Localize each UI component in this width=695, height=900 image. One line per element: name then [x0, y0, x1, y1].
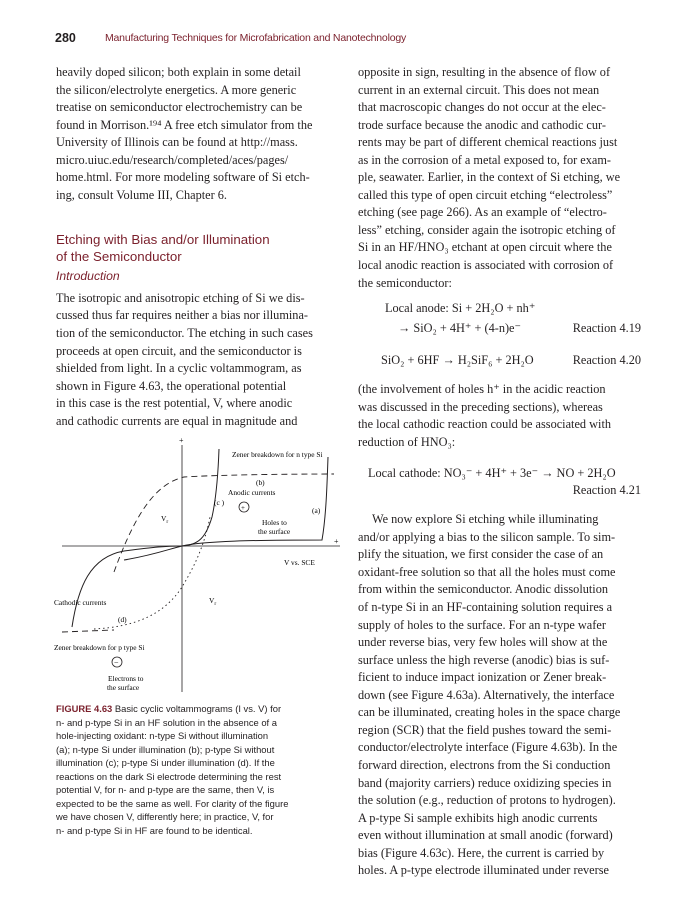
right-para-3	[358, 511, 641, 879]
reaction-label: Reaction 4.19	[572, 321, 641, 336]
text-line: the semiconductor:	[358, 275, 452, 290]
reaction-label: Reaction 4.20	[572, 353, 641, 368]
reaction-4-20	[358, 352, 641, 369]
text-line: can be illuminated, creating holes in the space charge	[358, 705, 621, 720]
text-line: tion of the semiconductor. The etching in such cases	[56, 326, 313, 341]
text-line: even without illumination at small anodic (forward)	[358, 828, 613, 843]
holes-line1: Holes to	[262, 518, 287, 527]
text-line: The isotropic and anisotropic etching of Si we dis-	[56, 290, 305, 305]
text-line: the local cathodic reaction could be associated with	[358, 417, 612, 432]
text-line: We now explore Si etching while illuminating	[372, 512, 599, 527]
zener-p-label: Zener breakdown for p type Si	[54, 643, 145, 652]
text-line: bias (Figure 4.63c). Here, the current is carried by	[358, 845, 605, 860]
left-para-1	[56, 64, 336, 204]
plus-sign: +	[241, 504, 245, 512]
text-line: under reverse bias, very few holes will show at the	[358, 635, 608, 650]
text-line: that macroscopic changes do not occur at the elec-	[358, 100, 606, 115]
heading-line: Etching with Bias and/or Illumination	[56, 232, 270, 248]
text-line: from within the semiconductor. Anodic dissolution	[358, 582, 609, 597]
v-vs-sce-label: V vs. SCE	[284, 558, 315, 567]
text-line: ficient to induce impact ionization or Zener break-	[358, 670, 607, 685]
running-header	[55, 31, 655, 47]
page-number: 280	[55, 31, 76, 45]
text-line: etching (see page 266). As an example of “electro-	[358, 205, 607, 220]
reaction-label: Reaction 4.21	[572, 483, 641, 498]
holes-line2: the surface	[258, 527, 291, 536]
caption-line: n- and p-type Si in HF are found to be identical.	[56, 824, 253, 836]
caption-label: FIGURE 4.63	[56, 703, 113, 714]
axis-plus-right: +	[334, 537, 339, 546]
vr-top-label: $V_r$	[161, 514, 169, 525]
text-line: A p-type Si sample exhibits high anodic currents	[358, 810, 598, 825]
text-line: the silicon/electrolyte energetics. A more generic	[56, 82, 297, 97]
right-para-2	[358, 381, 641, 451]
label-d: (d)	[118, 615, 127, 624]
text-line: shown in Figure 4.63, the operational potential	[56, 378, 287, 393]
text-line: called this type of open circuit etching “electroless”	[358, 187, 613, 202]
reaction-equation: SiO₂ + 6HF → H₂SiF₆ + 2H₂O	[381, 353, 534, 368]
text-line: shielded from light. In a cyclic voltammogram, as	[56, 361, 302, 376]
text-line: trode surface because the anodic and cathodic cur-	[358, 117, 606, 132]
subheading: Introduction	[56, 269, 120, 284]
reaction-4-21-label-row	[358, 482, 641, 499]
text-line: in this case is the rest potential, V, where anodic	[56, 396, 293, 411]
text-line: current in an external circuit. This does not mean	[358, 82, 600, 97]
caption-line: hole-injecting oxidant: n-type Si without illumination	[56, 730, 269, 741]
reaction-equation: Local cathode: NO₃⁻ + 4H⁺ + 3e⁻ → NO + 2H₂O	[368, 466, 616, 481]
left-para-2	[56, 290, 336, 430]
text-line: and/or applying a bias to the silicon sample. To sim-	[358, 529, 616, 544]
text-line: ple, seawater. Earlier, in the context of Si etching, we	[358, 170, 621, 185]
text-line: cussed thus far requires neither a bias nor illumina-	[56, 308, 309, 323]
text-line: down (see Figure 4.63a). Alternatively, the interface	[358, 687, 615, 702]
text-line: of n-type Si in an HF-containing solution requires a	[358, 600, 613, 615]
label-a: (a)	[312, 506, 321, 515]
caption-line: potential V, for n- and p-type are the same, then V, is	[56, 784, 275, 795]
curve-d-tail	[62, 630, 114, 632]
reaction-4-21	[358, 465, 641, 482]
reaction-4-19-line2	[358, 320, 641, 337]
text-line: ing, consult Volume III, Chapter 6.	[56, 187, 227, 202]
curve-d	[94, 517, 210, 629]
cathodic-label: Cathodic currents	[54, 598, 107, 607]
electrons-line2: the surface	[107, 683, 140, 692]
text-line: rents may be part of different chemical reactions just	[358, 135, 618, 150]
section-heading	[56, 231, 336, 265]
text-line: Si in an HF/HNO₃ etchant at open circuit where the	[358, 240, 612, 255]
text-line: reduction of HNO₃:	[358, 434, 456, 449]
right-column	[358, 64, 641, 880]
caption-line: n- and p-type Si in an HF solution in the absence of a	[56, 716, 277, 728]
left-column	[56, 64, 336, 430]
voltammogram-diagram	[54, 437, 344, 697]
text-line: University of Illinois can be found at http://mass.	[56, 135, 298, 150]
vr-bottom-label: $V_r$	[209, 596, 217, 607]
text-line: region (SCR) that the field pushes toward the semi-	[358, 722, 612, 737]
text-line: band (majority carriers) reduce oxidizing species in	[358, 775, 612, 790]
electrons-line1: Electrons to	[108, 674, 144, 683]
text-line: local anodic reaction is associated with corrosion of	[358, 258, 614, 273]
text-line: home.html. For more modeling software of Si etch-	[56, 170, 310, 185]
text-line: micro.uiuc.edu/research/completed/aces/pages/	[56, 152, 289, 167]
caption-line: we have chosen V, differently here; in practice, V, for	[56, 811, 274, 822]
text-line: supply of holes to the surface. For an n-type wafer	[358, 617, 606, 632]
minus-sign: −	[114, 658, 119, 667]
figure-4-63	[54, 437, 344, 697]
anodic-label: Anodic currents	[228, 488, 276, 497]
text-line: the solution (e.g., reduction of protons to hydrogen).	[358, 793, 616, 808]
text-line: treatise on semiconductor electrochemistry can be	[56, 100, 303, 115]
right-para-1	[358, 64, 641, 292]
reaction-equation: Local anode: Si + 2H₂O + nh⁺	[385, 301, 536, 316]
curve-a	[124, 457, 328, 560]
text-line: holes. A p-type electrode illuminated under reverse	[358, 863, 609, 878]
axis-plus-top: +	[179, 437, 184, 445]
text-line: forward direction, electrons from the Si conduction	[358, 757, 611, 772]
caption-line: (a); n-type Si under illumination (b); p-type Si without	[56, 743, 275, 755]
heading-line: of the Semiconductor	[56, 249, 182, 265]
text-line: as in the corrosion of a metal exposed to, for exam-	[358, 152, 612, 167]
label-b: (b)	[256, 478, 265, 487]
caption-line: reactions on the dark Si electrode determining the rest	[56, 770, 282, 782]
label-c: (c )	[214, 498, 225, 507]
text-line: was discussed in the preceding sections), whereas	[358, 399, 603, 414]
text-line: heavily doped silicon; both explain in some detail	[56, 65, 301, 79]
text-line: surface unless the high reverse (anodic) bias is suf-	[358, 652, 610, 667]
text-line: oxidant-free solution so that all the holes must come	[358, 564, 616, 579]
zener-n-label: Zener breakdown for n type Si	[232, 450, 323, 459]
text-line: opposite in sign, resulting in the absence of flow of	[358, 65, 611, 79]
text-line: plify the situation, we first consider the case of an	[358, 547, 604, 562]
figure-caption	[56, 702, 336, 837]
running-title: Manufacturing Techniques for Microfabrication and Nanotechnology	[105, 32, 407, 44]
text-line: found in Morrison.¹⁹⁴ A free etch simulator from the	[56, 117, 313, 132]
caption-line: expected to be the same as well. For clarity of the figure	[56, 797, 289, 809]
caption-line: Basic cyclic voltammograms (I vs. V) for	[114, 703, 282, 714]
text-line: proceeds at open circuit, and the semiconductor is	[56, 343, 302, 358]
reaction-4-19-line1	[358, 300, 641, 317]
text-line: and cathodic currents are equal in magnitude and	[56, 413, 298, 428]
text-line: less” etching, consider again the isotropic etching of	[358, 222, 616, 237]
text-line: conductor/electrolyte interface (Figure 4.63b). In the	[358, 740, 618, 755]
text-line: (the involvement of holes h⁺ in the acidic reaction	[358, 382, 606, 397]
reaction-equation: → SiO₂ + 4H⁺ + (4-n)e⁻	[398, 321, 522, 336]
caption-line: illumination (c); p-type Si under illumination (d). If the	[56, 757, 275, 768]
